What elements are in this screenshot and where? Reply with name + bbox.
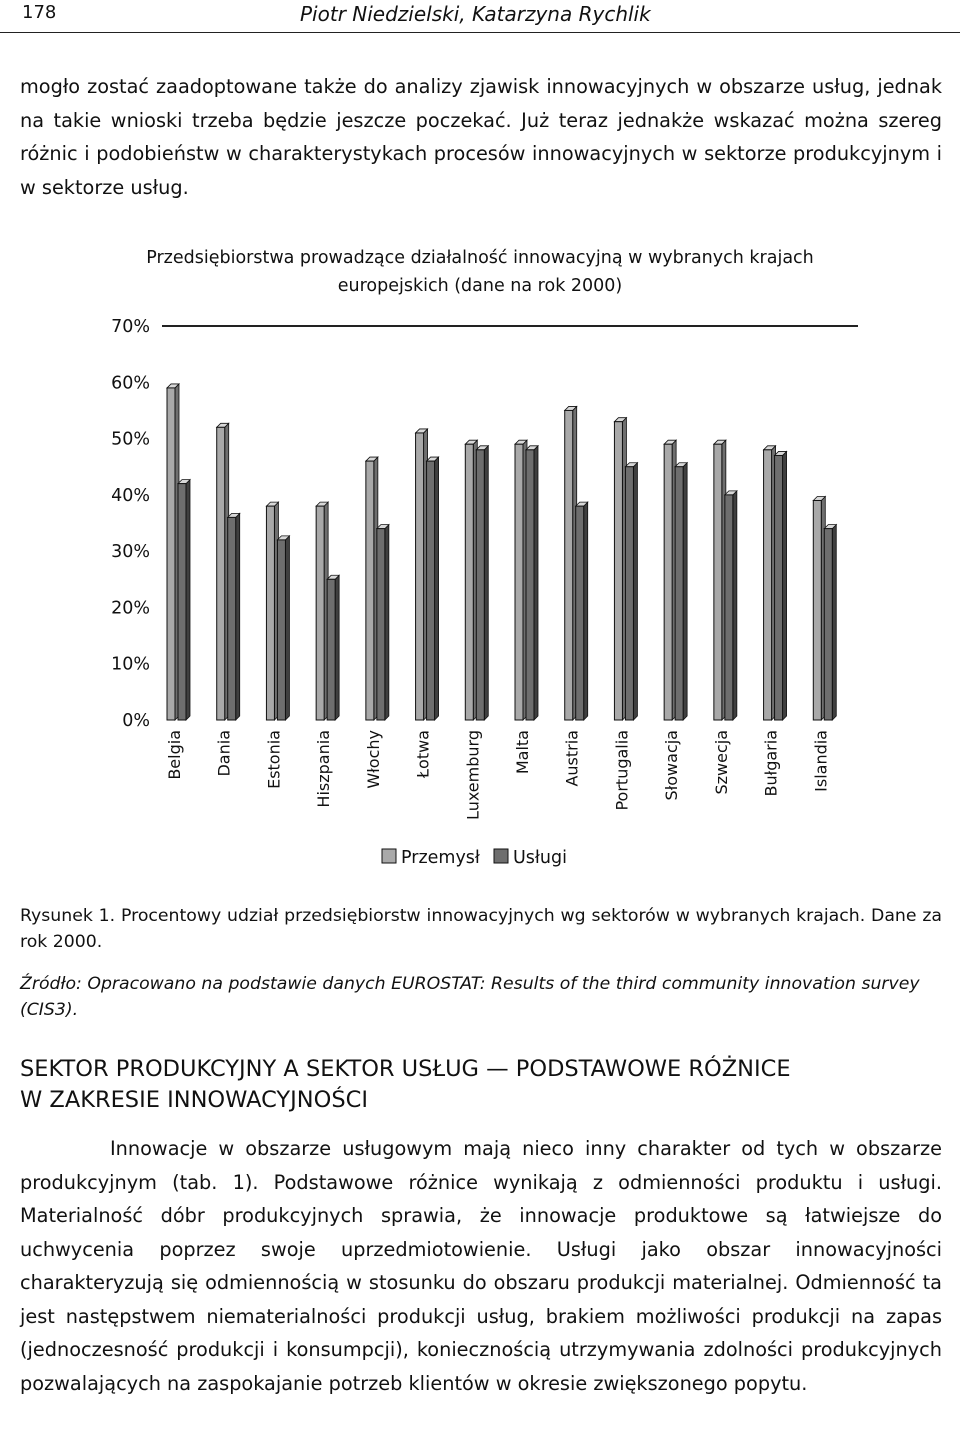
- chart-title-line1: Przedsiębiorstwa prowadzące działalność innowacyjną w wybranych krajach: [146, 248, 814, 268]
- bar-uslugi: [725, 495, 733, 720]
- bar-przemysl: [764, 450, 772, 720]
- bar-uslugi: [625, 467, 633, 720]
- section-heading-line1: SEKTOR PRODUKCYJNY A SEKTOR USŁUG — PODSTAWOWE RÓŻNICE: [20, 1056, 791, 1082]
- x-tick-label: Austria: [562, 730, 582, 787]
- bar-przemysl: [714, 444, 722, 720]
- y-tick-label: 40%: [111, 485, 150, 506]
- body-paragraph: [20, 1132, 942, 1400]
- y-tick-label: 30%: [111, 542, 150, 563]
- bar-side: [783, 451, 787, 720]
- bar-przemysl: [217, 427, 225, 720]
- x-tick-label: Islandia: [811, 730, 831, 792]
- bar-przemysl: [614, 422, 622, 720]
- x-tick-label: Łotwa: [413, 730, 433, 778]
- bar-uslugi: [675, 467, 683, 720]
- bar-side: [435, 457, 439, 720]
- x-tick-label: Włochy: [363, 730, 383, 789]
- x-tick-label: Belgia: [165, 730, 184, 780]
- running-head: Piotr Niedzielski, Katarzyna Rychlik: [300, 2, 651, 26]
- x-tick-label: Dania: [214, 730, 234, 777]
- x-tick-label: Malta: [513, 730, 532, 775]
- bar-uslugi: [526, 450, 534, 720]
- bar-uslugi: [178, 484, 186, 720]
- bar-przemysl: [167, 388, 175, 720]
- bar-side: [683, 463, 687, 720]
- bar-przemysl: [565, 410, 573, 720]
- y-tick-label: 0%: [122, 711, 150, 731]
- bar-side: [534, 446, 538, 720]
- x-tick-label: Szwecja: [711, 730, 731, 795]
- chart-title-line2: europejskich (dane na rok 2000): [337, 276, 623, 296]
- legend-swatch: [382, 849, 396, 863]
- bar-uslugi: [228, 517, 236, 720]
- bar-side: [186, 480, 190, 720]
- body-paragraph-text: Innowacje w obszarze usługowym mają nieco inny charakter od tych w obszarze produkcyjnym (tab. 1). Podstawowe różnice wynikają z odmienności produktu i usługi. Materialność dóbr produkcyjnych sprawia, że innowacje produktowe są łatwiejsze do uchwycenia poprzez swoje uprzedmiotowienie. Usługi jako obszar innowacyjności charakteryzują się odmiennością w stosunku do obszaru produkcji materialnej. Odmienność ta jest następstwem niematerialności produkcji usług, brakiem możliwości produkcji na zapas (jednoczesność produkcji i konsumpcji), koniecznością utrzymywania zdolności produkcyjnych pozwalających na zaspokajanie potrzeb klientów w okresie zwiększonego popytu.: [20, 1137, 942, 1395]
- bar-side: [335, 575, 339, 720]
- bar-przemysl: [366, 461, 374, 720]
- bar-przemysl: [316, 506, 324, 720]
- bar-przemysl: [266, 506, 274, 720]
- legend-swatch: [494, 849, 508, 863]
- y-tick-label: 50%: [111, 429, 150, 450]
- section-heading-line2: W ZAKRESIE INNOWACYJNOŚCI: [20, 1087, 368, 1113]
- page-number: 178: [22, 2, 57, 23]
- bar-uslugi: [377, 529, 385, 720]
- bar-side: [484, 446, 488, 720]
- x-tick-label: Luxemburg: [463, 730, 483, 820]
- bar-side: [236, 513, 240, 720]
- y-tick-label: 60%: [111, 373, 150, 394]
- legend-label: Przemysł: [401, 848, 480, 868]
- x-tick-label: Bułgaria: [761, 730, 781, 797]
- bar-side: [733, 491, 737, 720]
- figure-source: Źródło: Opracowano na podstawie danych EUROSTAT: Results of the third community innovation survey (CIS3).: [20, 974, 920, 1020]
- bar-uslugi: [476, 450, 484, 720]
- bar-przemysl: [813, 500, 821, 720]
- x-tick-label: Portugalia: [612, 730, 632, 811]
- legend: [382, 848, 567, 868]
- y-tick-label: 20%: [111, 598, 150, 619]
- section-heading: [20, 1054, 942, 1116]
- bar-przemysl: [465, 444, 473, 720]
- bar-side: [584, 502, 588, 720]
- bar-uslugi: [576, 506, 584, 720]
- bar-chart: [0, 230, 960, 890]
- x-tick-label: Hiszpania: [314, 730, 334, 808]
- bar-uslugi: [277, 540, 285, 720]
- page-header: [0, 0, 960, 33]
- figure-caption: Rysunek 1. Procentowy udział przedsiębiorstw innowacyjnych wg sektorów w wybranych krajach. Dane za rok 2000.: [20, 906, 942, 952]
- bar-side: [385, 525, 389, 720]
- bar-side: [633, 463, 637, 720]
- x-tick-label: Estonia: [264, 730, 284, 789]
- legend-label: Usługi: [513, 848, 567, 868]
- bar-side: [832, 525, 836, 720]
- x-tick-label: Słowacja: [662, 730, 682, 801]
- bar-uslugi: [327, 579, 335, 720]
- x-axis-labels: [165, 730, 830, 820]
- intro-paragraph: mogło zostać zaadoptowane także do analizy zjawisk innowacyjnych w obszarze usług, jednak na takie wnioski trzeba będzie jeszcze poczekać. Już teraz jednakże wskazać można szereg różnic i podobieństw w charakterystykach procesów innowacyjnych w sektorze produkcyjnym i w sektorze usług.: [20, 75, 942, 199]
- y-tick-label: 70%: [111, 317, 150, 337]
- bar-side: [285, 536, 289, 720]
- y-tick-label: 10%: [111, 654, 150, 675]
- bar-przemysl: [664, 444, 672, 720]
- bar-przemysl: [416, 433, 424, 720]
- bar-przemysl: [515, 444, 523, 720]
- bar-uslugi: [427, 461, 435, 720]
- bar-uslugi: [775, 455, 783, 720]
- bar-uslugi: [824, 529, 832, 720]
- bars-group: [167, 384, 836, 720]
